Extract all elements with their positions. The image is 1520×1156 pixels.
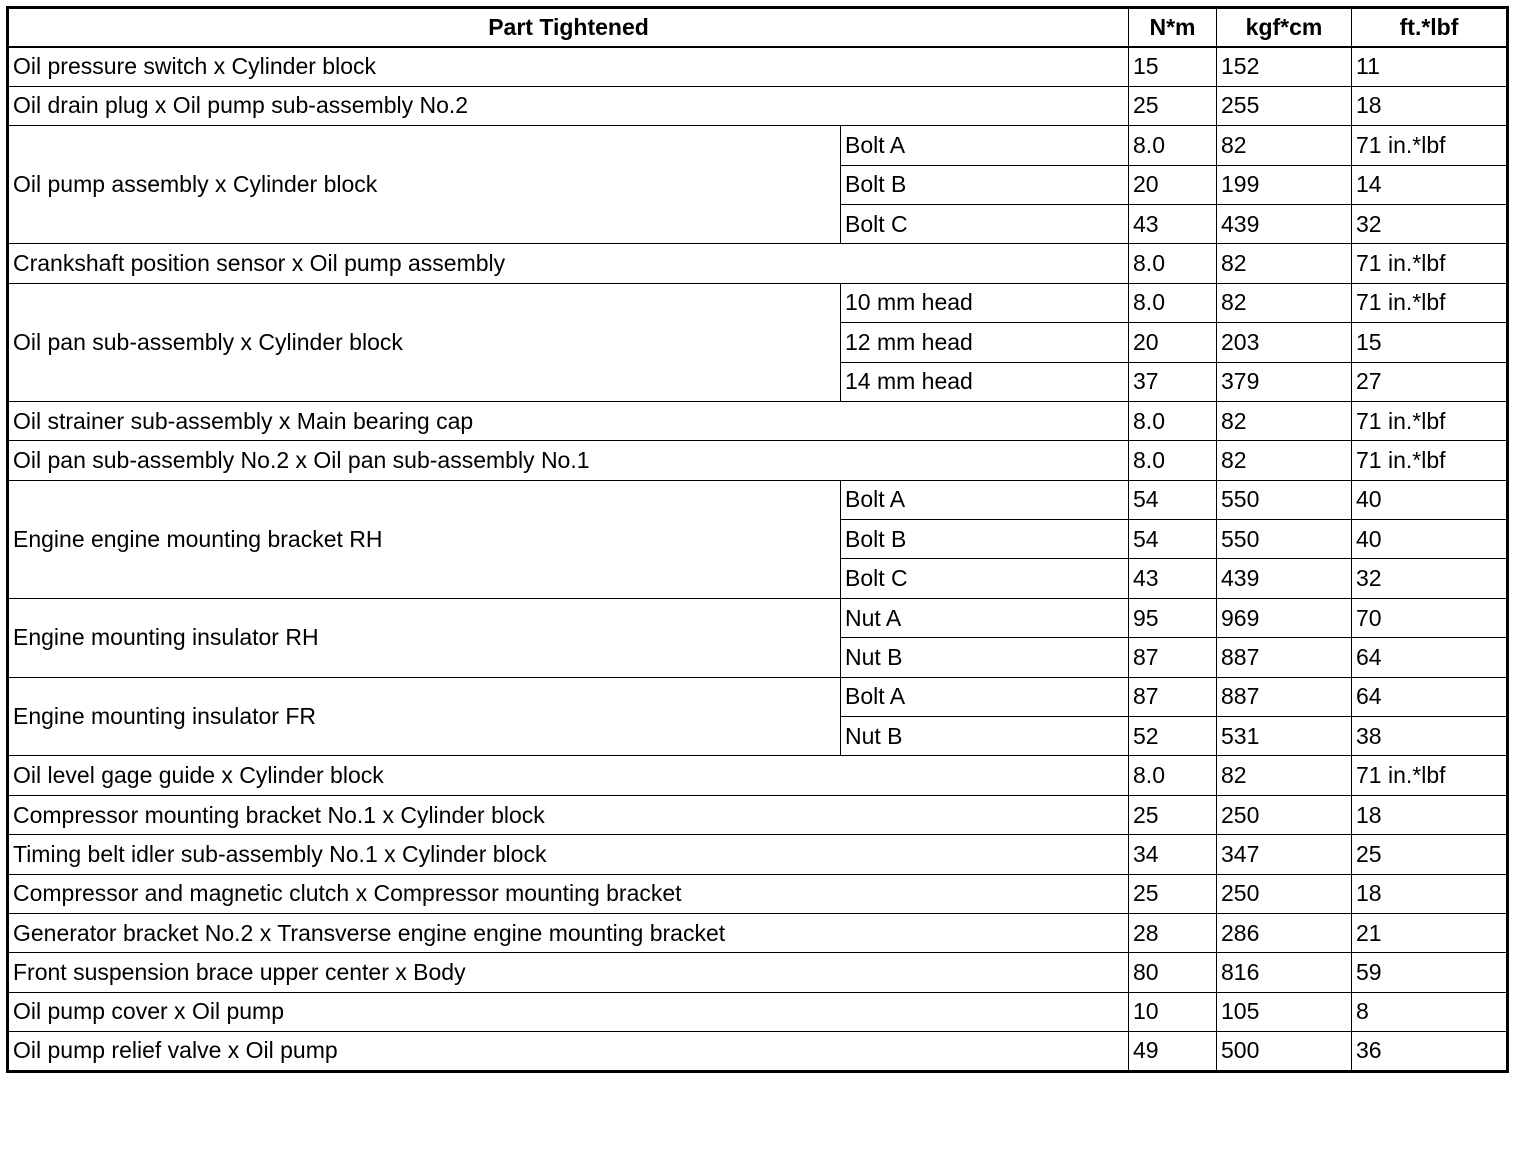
- header-kgfcm: kgf*cm: [1217, 8, 1352, 47]
- part-cell: Oil pressure switch x Cylinder block: [8, 47, 1129, 86]
- table-row: [8, 47, 1508, 86]
- kgfcm-cell: 82: [1217, 756, 1352, 795]
- ftlbf-cell: 15: [1352, 323, 1508, 362]
- nm-cell: 43: [1129, 204, 1217, 243]
- part-cell: Front suspension brace upper center x Body: [8, 953, 1129, 992]
- ftlbf-cell: 59: [1352, 953, 1508, 992]
- kgfcm-cell: 816: [1217, 953, 1352, 992]
- table-row: [8, 598, 1508, 637]
- table-row: [8, 401, 1508, 440]
- nm-cell: 80: [1129, 953, 1217, 992]
- sub-part-cell: Bolt A: [841, 480, 1129, 519]
- nm-cell: 34: [1129, 835, 1217, 874]
- nm-cell: 8.0: [1129, 441, 1217, 480]
- nm-cell: 20: [1129, 323, 1217, 362]
- kgfcm-cell: 255: [1217, 86, 1352, 125]
- part-cell: Oil pan sub-assembly x Cylinder block: [8, 283, 841, 401]
- nm-cell: 15: [1129, 47, 1217, 86]
- nm-cell: 20: [1129, 165, 1217, 204]
- sub-part-cell: Nut A: [841, 598, 1129, 637]
- table-row: [8, 953, 1508, 992]
- header-nm: N*m: [1129, 8, 1217, 47]
- table-row: [8, 480, 1508, 519]
- kgfcm-cell: 82: [1217, 441, 1352, 480]
- ftlbf-cell: 25: [1352, 835, 1508, 874]
- kgfcm-cell: 82: [1217, 401, 1352, 440]
- table-row: [8, 677, 1508, 716]
- part-cell: Crankshaft position sensor x Oil pump assembly: [8, 244, 1129, 283]
- part-cell: Oil pump cover x Oil pump: [8, 992, 1129, 1031]
- sub-part-cell: Bolt C: [841, 559, 1129, 598]
- nm-cell: 87: [1129, 638, 1217, 677]
- ftlbf-cell: 71 in.*lbf: [1352, 441, 1508, 480]
- table-row: [8, 1032, 1508, 1071]
- kgfcm-cell: 105: [1217, 992, 1352, 1031]
- nm-cell: 95: [1129, 598, 1217, 637]
- ftlbf-cell: 71 in.*lbf: [1352, 283, 1508, 322]
- part-cell: Oil pump assembly x Cylinder block: [8, 126, 841, 244]
- ftlbf-cell: 71 in.*lbf: [1352, 401, 1508, 440]
- ftlbf-cell: 71 in.*lbf: [1352, 244, 1508, 283]
- part-cell: Oil drain plug x Oil pump sub-assembly No.2: [8, 86, 1129, 125]
- ftlbf-cell: 8: [1352, 992, 1508, 1031]
- nm-cell: 8.0: [1129, 283, 1217, 322]
- ftlbf-cell: 27: [1352, 362, 1508, 401]
- part-cell: Engine mounting insulator RH: [8, 598, 841, 677]
- kgfcm-cell: 500: [1217, 1032, 1352, 1071]
- nm-cell: 25: [1129, 795, 1217, 834]
- ftlbf-cell: 18: [1352, 86, 1508, 125]
- sub-part-cell: Bolt B: [841, 165, 1129, 204]
- kgfcm-cell: 82: [1217, 244, 1352, 283]
- kgfcm-cell: 550: [1217, 480, 1352, 519]
- part-cell: Generator bracket No.2 x Transverse engine engine mounting bracket: [8, 913, 1129, 952]
- nm-cell: 54: [1129, 480, 1217, 519]
- nm-cell: 43: [1129, 559, 1217, 598]
- table-row: [8, 795, 1508, 834]
- kgfcm-cell: 250: [1217, 795, 1352, 834]
- part-cell: Oil pump relief valve x Oil pump: [8, 1032, 1129, 1071]
- nm-cell: 8.0: [1129, 244, 1217, 283]
- nm-cell: 87: [1129, 677, 1217, 716]
- ftlbf-cell: 18: [1352, 795, 1508, 834]
- kgfcm-cell: 347: [1217, 835, 1352, 874]
- nm-cell: 8.0: [1129, 756, 1217, 795]
- part-cell: Engine engine mounting bracket RH: [8, 480, 841, 598]
- sub-part-cell: Bolt A: [841, 677, 1129, 716]
- kgfcm-cell: 887: [1217, 638, 1352, 677]
- kgfcm-cell: 439: [1217, 559, 1352, 598]
- ftlbf-cell: 71 in.*lbf: [1352, 756, 1508, 795]
- ftlbf-cell: 40: [1352, 520, 1508, 559]
- kgfcm-cell: 286: [1217, 913, 1352, 952]
- nm-cell: 28: [1129, 913, 1217, 952]
- nm-cell: 49: [1129, 1032, 1217, 1071]
- table-row: [8, 874, 1508, 913]
- ftlbf-cell: 32: [1352, 204, 1508, 243]
- part-cell: Engine mounting insulator FR: [8, 677, 841, 756]
- ftlbf-cell: 70: [1352, 598, 1508, 637]
- nm-cell: 10: [1129, 992, 1217, 1031]
- nm-cell: 25: [1129, 874, 1217, 913]
- ftlbf-cell: 11: [1352, 47, 1508, 86]
- kgfcm-cell: 199: [1217, 165, 1352, 204]
- kgfcm-cell: 531: [1217, 717, 1352, 756]
- nm-cell: 54: [1129, 520, 1217, 559]
- table-row: [8, 913, 1508, 952]
- table-row: [8, 835, 1508, 874]
- nm-cell: 8.0: [1129, 126, 1217, 165]
- sub-part-cell: 12 mm head: [841, 323, 1129, 362]
- part-cell: Oil pan sub-assembly No.2 x Oil pan sub-assembly No.1: [8, 441, 1129, 480]
- nm-cell: 8.0: [1129, 401, 1217, 440]
- kgfcm-cell: 203: [1217, 323, 1352, 362]
- part-cell: Oil strainer sub-assembly x Main bearing cap: [8, 401, 1129, 440]
- kgfcm-cell: 379: [1217, 362, 1352, 401]
- torque-spec-table: [6, 6, 1509, 1073]
- table-row: [8, 756, 1508, 795]
- ftlbf-cell: 32: [1352, 559, 1508, 598]
- sub-part-cell: Bolt C: [841, 204, 1129, 243]
- ftlbf-cell: 71 in.*lbf: [1352, 126, 1508, 165]
- kgfcm-cell: 887: [1217, 677, 1352, 716]
- table-row: [8, 283, 1508, 322]
- table-row: [8, 86, 1508, 125]
- table-row: [8, 244, 1508, 283]
- table-row: [8, 126, 1508, 165]
- ftlbf-cell: 36: [1352, 1032, 1508, 1071]
- header-ftlbf: ft.*lbf: [1352, 8, 1508, 47]
- sub-part-cell: 14 mm head: [841, 362, 1129, 401]
- ftlbf-cell: 64: [1352, 638, 1508, 677]
- table-row: [8, 992, 1508, 1031]
- part-cell: Oil level gage guide x Cylinder block: [8, 756, 1129, 795]
- ftlbf-cell: 14: [1352, 165, 1508, 204]
- header-part-tightened: Part Tightened: [8, 8, 1129, 47]
- ftlbf-cell: 38: [1352, 717, 1508, 756]
- ftlbf-cell: 21: [1352, 913, 1508, 952]
- nm-cell: 52: [1129, 717, 1217, 756]
- nm-cell: 25: [1129, 86, 1217, 125]
- sub-part-cell: 10 mm head: [841, 283, 1129, 322]
- ftlbf-cell: 40: [1352, 480, 1508, 519]
- part-cell: Compressor and magnetic clutch x Compressor mounting bracket: [8, 874, 1129, 913]
- sub-part-cell: Bolt B: [841, 520, 1129, 559]
- kgfcm-cell: 250: [1217, 874, 1352, 913]
- sub-part-cell: Bolt A: [841, 126, 1129, 165]
- header-row: [8, 8, 1508, 47]
- table-row: [8, 441, 1508, 480]
- part-cell: Compressor mounting bracket No.1 x Cylinder block: [8, 795, 1129, 834]
- table-body: [8, 47, 1508, 1071]
- sub-part-cell: Nut B: [841, 638, 1129, 677]
- kgfcm-cell: 550: [1217, 520, 1352, 559]
- kgfcm-cell: 969: [1217, 598, 1352, 637]
- part-cell: Timing belt idler sub-assembly No.1 x Cylinder block: [8, 835, 1129, 874]
- ftlbf-cell: 18: [1352, 874, 1508, 913]
- kgfcm-cell: 439: [1217, 204, 1352, 243]
- sub-part-cell: Nut B: [841, 717, 1129, 756]
- kgfcm-cell: 82: [1217, 126, 1352, 165]
- kgfcm-cell: 82: [1217, 283, 1352, 322]
- kgfcm-cell: 152: [1217, 47, 1352, 86]
- nm-cell: 37: [1129, 362, 1217, 401]
- ftlbf-cell: 64: [1352, 677, 1508, 716]
